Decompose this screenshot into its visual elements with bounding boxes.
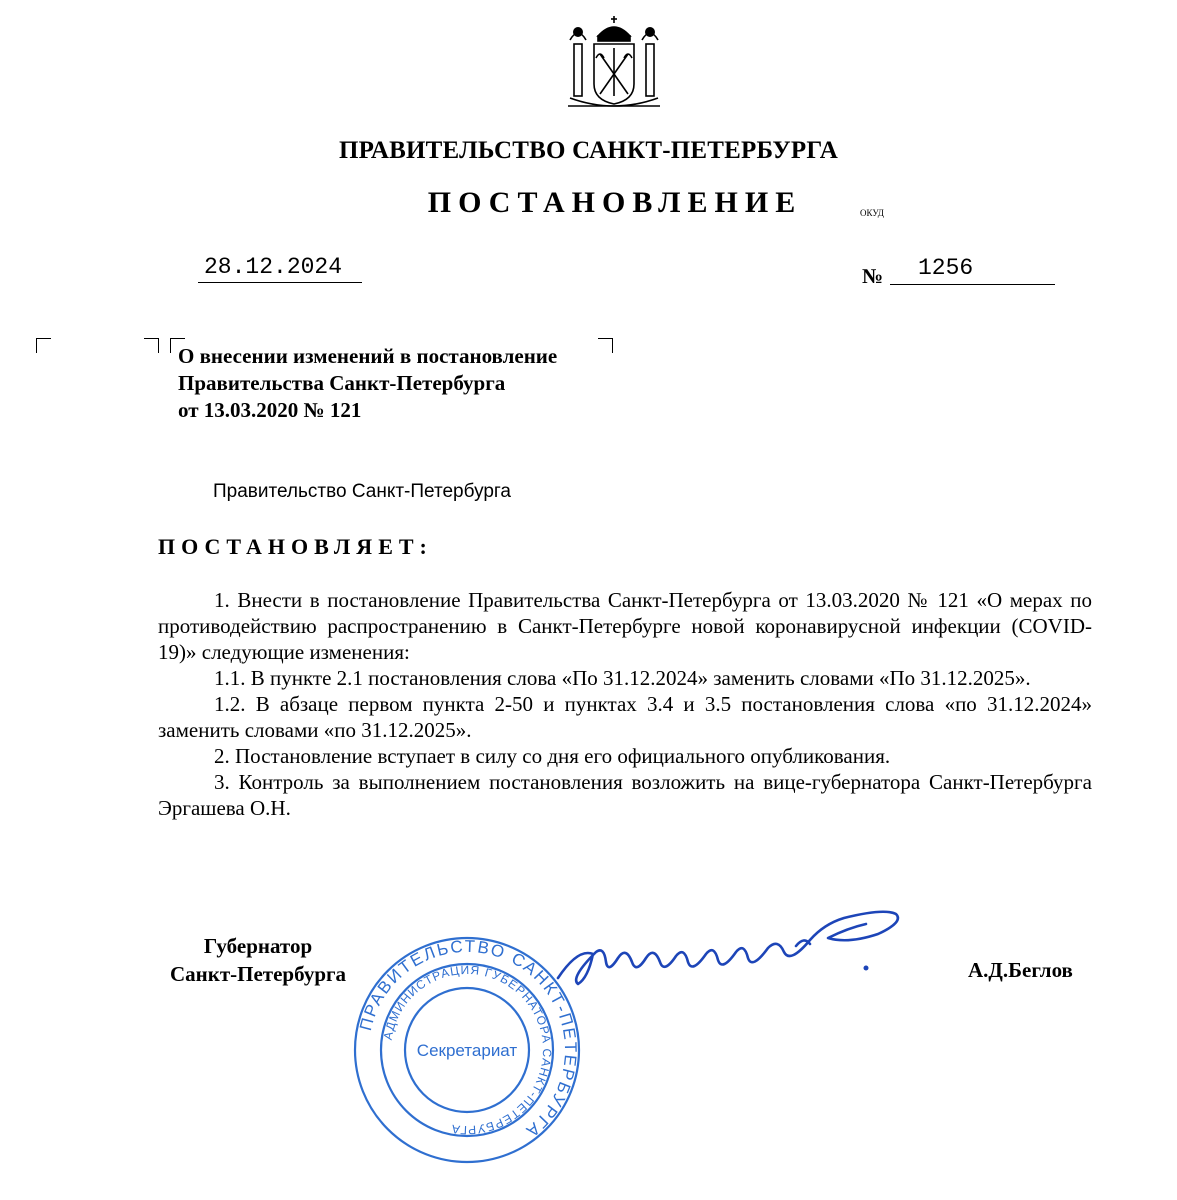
paragraph-1: 1. Внести в постановление Правительства Санкт-Петербурга от 13.03.2020 № 121 «О мерах по противодействию распространению в Санкт-Петербурге новой коронавирусной инфекции (COVID-19)» следующие изменения: — [158, 588, 1092, 664]
document-type-title: ПОСТАНОВЛЕНИЕ — [427, 186, 803, 219]
paragraph-1-1: 1.1. В пункте 2.1 постановления слова «По 31.12.2024» заменить словами «По 31.12.2025». — [214, 666, 1031, 690]
corner-mark-left — [36, 338, 51, 353]
signatory-title — [160, 932, 356, 988]
subject-heading — [178, 343, 557, 424]
coat-of-arms-emblem — [560, 14, 668, 114]
stamp-outer-text: ПРАВИТЕЛЬСТВО САНКТ-ПЕТЕРБУРГА — [355, 936, 581, 1142]
paragraph-2: 2. Постановление вступает в силу со дня его официального опубликования. — [214, 744, 891, 768]
paragraph-1-2: 1.2. В абзаце первом пункта 2-50 и пунктах 3.4 и 3.5 постановления слова «по 31.12.2024» заменить словами «по 31.12.2025». — [158, 692, 1092, 742]
issuer-line: Правительство Санкт-Петербурга — [213, 481, 511, 502]
signatory-title-line-2: Санкт-Петербурга — [169, 962, 347, 986]
signatory-name: А.Д.Беглов — [968, 958, 1073, 982]
date-underline — [198, 282, 362, 283]
subject-line-1: О внесении изменений в постановление — [178, 344, 558, 368]
subject-line-2: Правительства Санкт-Петербурга — [178, 371, 506, 395]
number-sign: № — [862, 264, 884, 288]
signatory-title-line-1: Губернатор — [203, 934, 313, 958]
stamp-inner-text: АДМИНИСТРАЦИЯ ГУБЕРНАТОРА САНКТ-ПЕТЕРБУРГА — [380, 962, 555, 1138]
document-number: 1256 — [918, 255, 974, 281]
corner-mark-right — [598, 338, 613, 353]
paragraph-3: 3. Контроль за выполнением постановления возложить на вице-губернатора Санкт-Петербурга Эргашева О.Н. — [158, 770, 1092, 820]
resolves-heading: ПОСТАНОВЛЯЕТ: — [158, 534, 433, 559]
document-date: 28.12.2024 — [204, 254, 343, 280]
subject-line-3: от 13.03.2020 № 121 — [178, 398, 362, 422]
number-underline — [890, 284, 1055, 285]
corner-mark-mid-right — [144, 338, 159, 353]
stamp-center-text: Секретариат — [416, 1041, 518, 1060]
decree-body — [158, 587, 1092, 821]
government-title: ПРАВИТЕЛЬСТВО САНКТ-ПЕТЕРБУРГА — [338, 137, 839, 164]
handwritten-signature — [548, 888, 928, 1008]
okud-label: ОКУД — [860, 208, 884, 218]
